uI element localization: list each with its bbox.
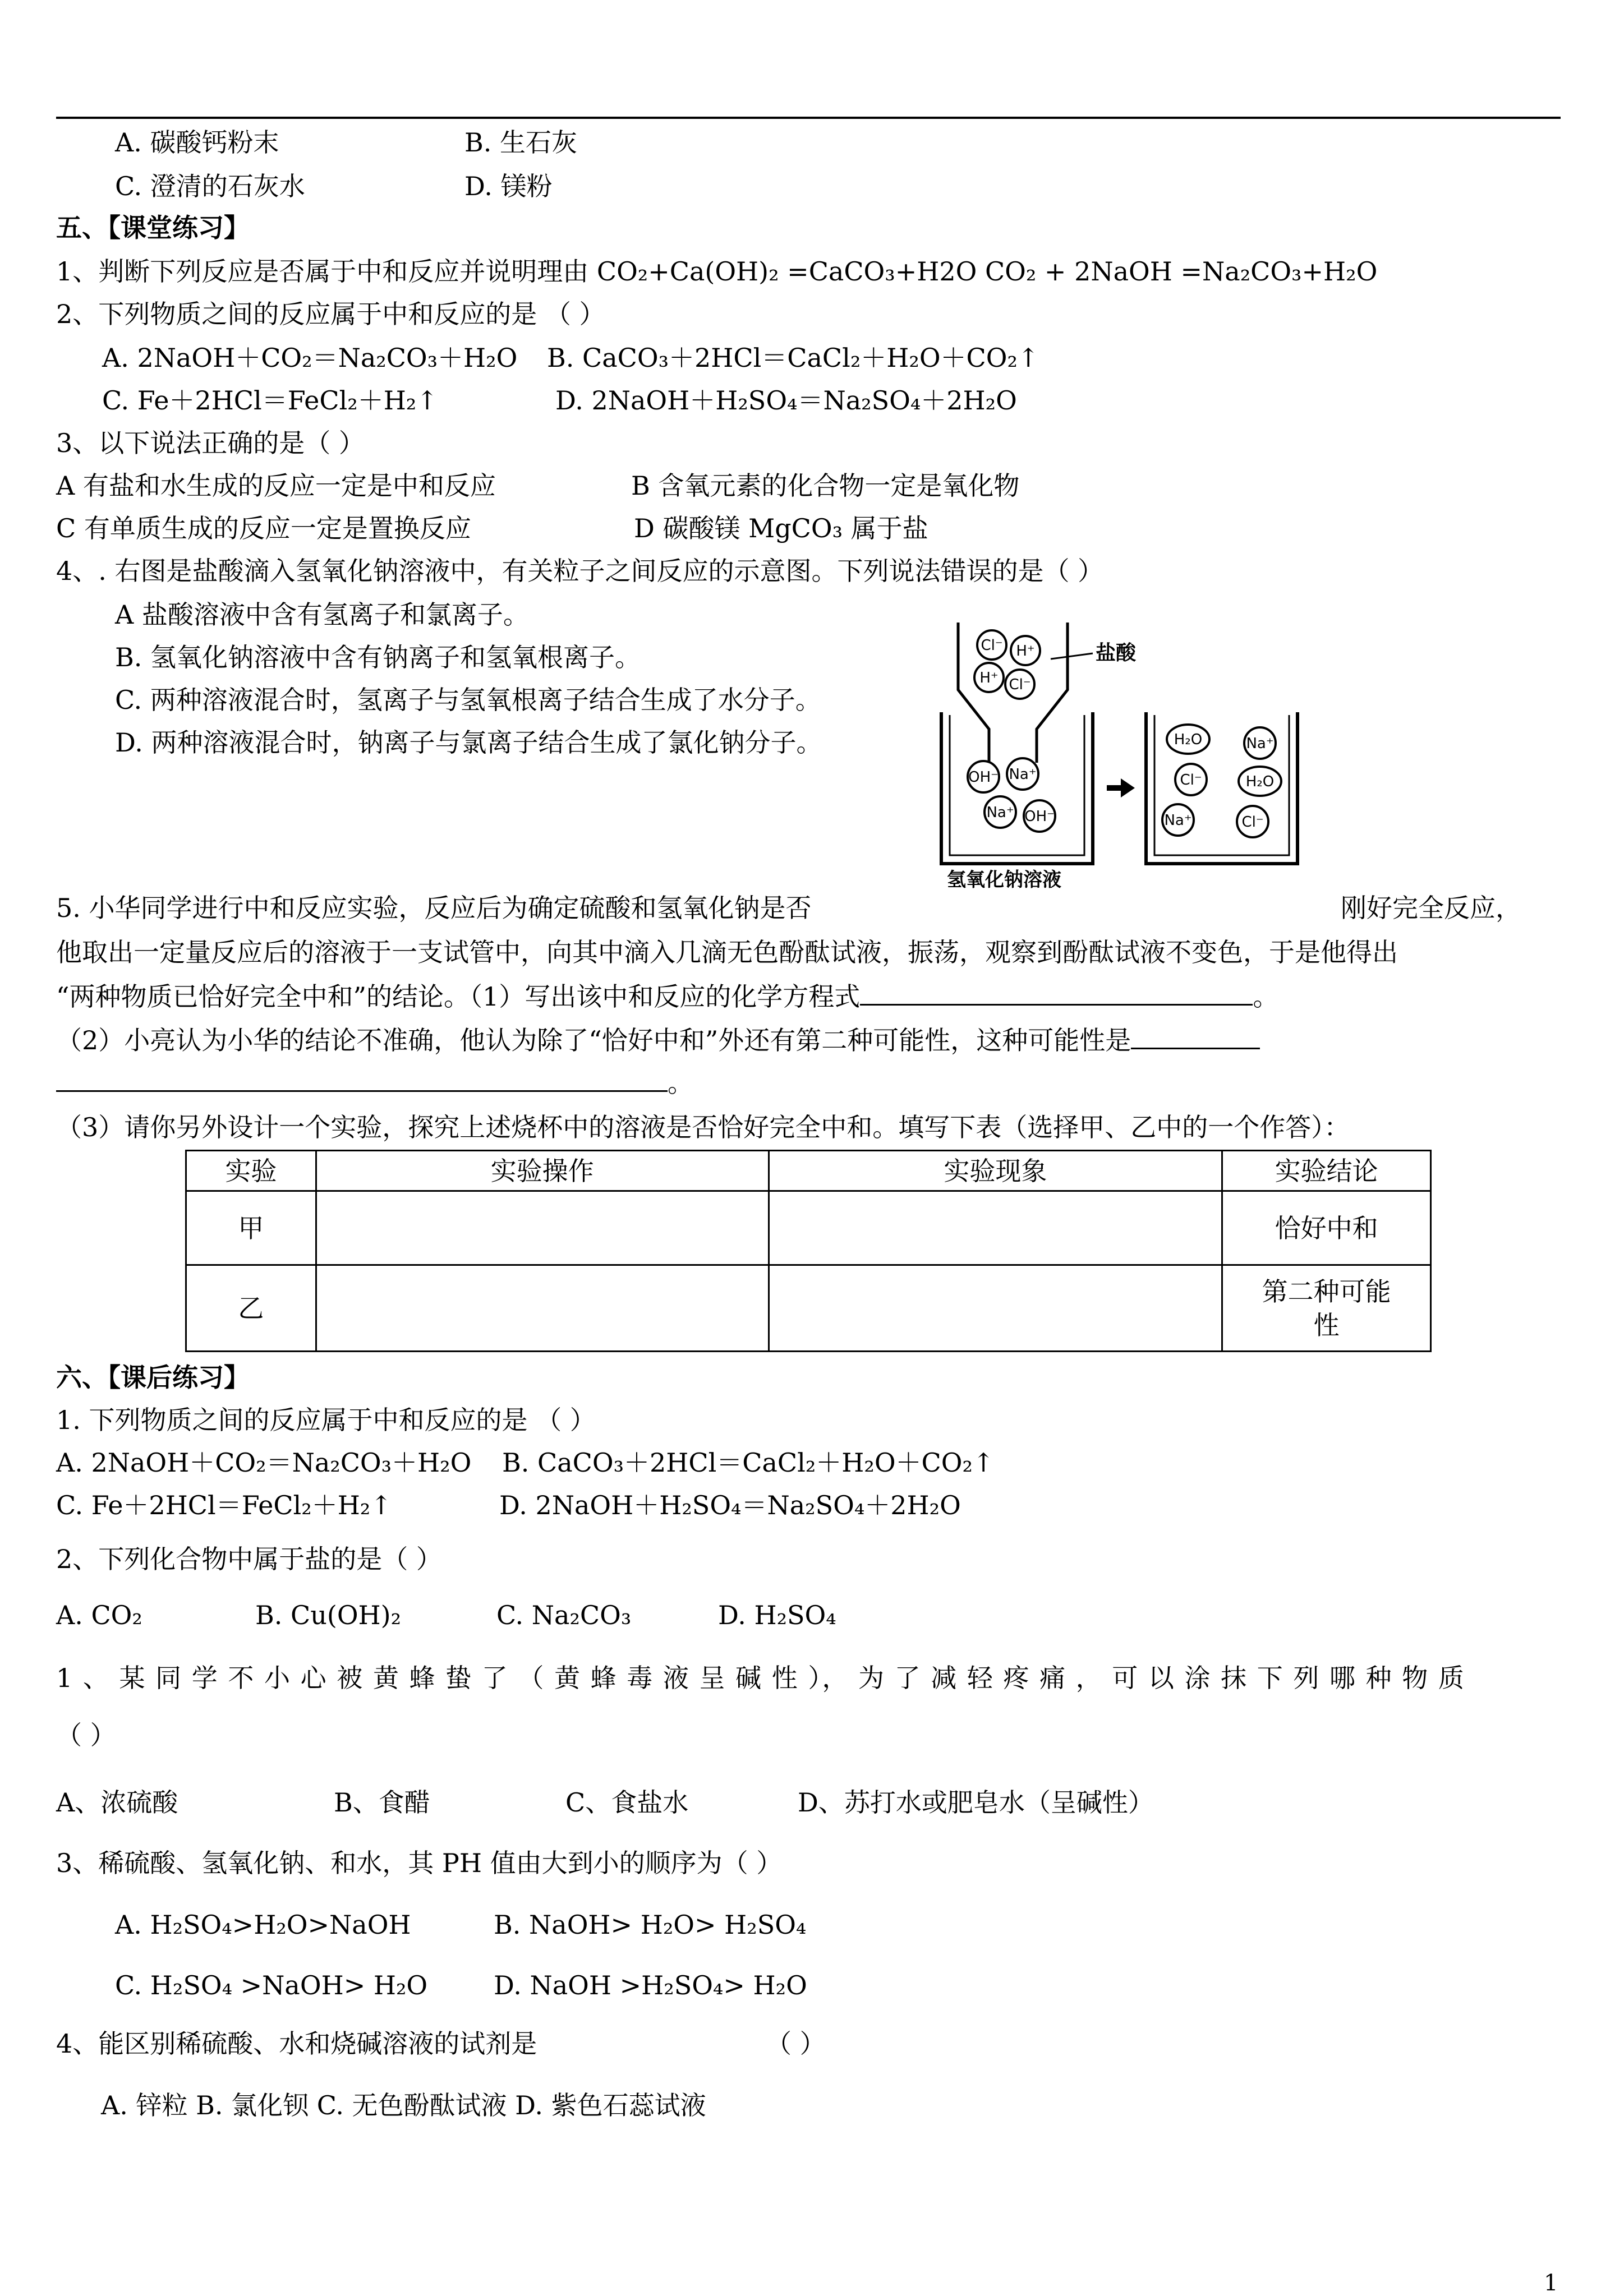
base-label: 氢氧化钠溶液 [947, 869, 1061, 891]
s5-q4-c: C. 两种溶液混合时，氢离子与氢氧根离子结合生成了水分子。 [115, 685, 821, 715]
s6-q2-d: D. H₂SO₄ [718, 1600, 836, 1630]
s6-q2-a: A. CO₂ [56, 1600, 142, 1630]
table-header-row [186, 1151, 1431, 1191]
header-rule [56, 117, 1561, 119]
s5-q3-d: D 碳酸镁 MgCO₃ 属于盐 [634, 513, 928, 543]
table-cell: 第二种可能性 [1222, 1265, 1431, 1352]
table-header: 实验 [186, 1151, 316, 1191]
s6-q1b-paren: （ ） [56, 1720, 116, 1750]
s5-q5-line4-wrap [56, 1022, 1260, 1058]
s6-q1-d: D. 2NaOH＋H₂SO₄＝Na₂SO₄＋2H₂O [499, 1490, 961, 1520]
s5-q3-b: B 含氧元素的化合物一定是氧化物 [631, 471, 1020, 501]
s5-q2-d: D. 2NaOH＋H₂SO₄＝Na₂SO₄＋2H₂O [555, 385, 1017, 416]
funnel-ion-4-label: Cl⁻ [1009, 676, 1031, 693]
table-header: 实验结论 [1222, 1151, 1431, 1191]
table-cell: 恰好中和 [1222, 1191, 1431, 1265]
right-mol-1-label: H₂O [1174, 731, 1203, 748]
s5-q4-a: A 盐酸溶液中含有氢离子和氯离子。 [115, 600, 529, 630]
s5-q5-period2: 。 [668, 1068, 693, 1098]
s6-q4-paren: （ ） [766, 2028, 826, 2059]
s5-q4-d: D. 两种溶液混合时，钠离子与氯离子结合生成了氯化钠分子。 [115, 727, 822, 758]
option-a: A. 碳酸钙粉末 [115, 127, 279, 158]
reaction-diagram [936, 617, 1317, 897]
left-ion-1-label: OH⁻ [968, 769, 999, 786]
option-d: D. 镁粉 [464, 171, 553, 201]
s6-q1b-d: D、苏打水或肥皂水（呈碱性） [798, 1787, 1154, 1818]
possibility-blank-2[interactable] [56, 1064, 668, 1092]
s6-q1b-b: B、食醋 [334, 1787, 430, 1818]
s6-q1-stem: 1. 下列物质之间的反应属于中和反应的是 （ ） [56, 1405, 596, 1435]
table-header: 实验操作 [316, 1151, 769, 1191]
s5-q5-line3-wrap [56, 978, 1278, 1015]
table-row [186, 1265, 1431, 1352]
section6-heading: 六、【课后练习】 [56, 1362, 250, 1393]
s6-q3-d: D. NaOH >H₂SO₄> H₂O [494, 1970, 807, 2000]
right-ion-3-label: Cl⁻ [1180, 772, 1202, 789]
s6-q1b-c: C、食盐水 [565, 1787, 689, 1818]
s5-q5-line6: （3）请你另外设计一个实验，探究上述烧杯中的溶液是否恰好完全中和。填写下表（选择甲、乙中的一个作答）： [56, 1112, 1350, 1142]
s5-q5-line3: “两种物质已恰好完全中和”的结论。（1）写出该中和反应的化学方程式 [56, 981, 861, 1012]
section5-heading: 五、【课堂练习】 [56, 213, 250, 243]
s6-q3-stem: 3、稀硫酸、氢氧化钠、和水，其 PH 值由大到小的顺序为（ ） [56, 1848, 783, 1878]
table-cell: 甲 [186, 1191, 316, 1265]
table-cell-input[interactable] [769, 1265, 1222, 1352]
s6-q3-c: C. H₂SO₄ >NaOH> H₂O [115, 1970, 428, 2000]
table-row [186, 1191, 1431, 1265]
left-ion-4-label: OH⁻ [1024, 808, 1055, 825]
table-cell: 乙 [186, 1265, 316, 1352]
s5-q2-c: C. Fe＋2HCl＝FeCl₂＋H₂↑ [102, 385, 438, 416]
s5-q2-b: B. CaCO₃＋2HCl＝CaCl₂＋H₂O＋CO₂↑ [547, 343, 1039, 373]
left-ion-2-label: Na⁺ [1009, 766, 1037, 783]
s5-q1: 1、判断下列反应是否属于中和反应并说明理由 CO₂+Ca(OH)₂ =CaCO₃+H2O CO₂ + 2NaOH =Na₂CO₃+H₂O [56, 256, 1378, 287]
option-c: C. 澄清的石灰水 [115, 171, 305, 201]
s6-q1-a: A. 2NaOH＋CO₂＝Na₂CO₃＋H₂O [56, 1447, 472, 1478]
s5-q2-a: A. 2NaOH＋CO₂＝Na₂CO₃＋H₂O [102, 343, 518, 373]
s6-q2-c: C. Na₂CO₃ [496, 1600, 632, 1630]
s6-q1-c: C. Fe＋2HCl＝FeCl₂＋H₂↑ [56, 1490, 392, 1520]
funnel-ion-2-label: H⁺ [1016, 643, 1035, 660]
right-ion-5-label: Na⁺ [1164, 812, 1192, 829]
s5-q5-period1: 。 [1253, 981, 1279, 1012]
acid-label: 盐酸 [1096, 642, 1137, 665]
right-ion-6-label: Cl⁻ [1241, 814, 1264, 831]
s6-q2-stem: 2、下列化合物中属于盐的是（ ） [56, 1544, 442, 1574]
s6-q2-b: B. Cu(OH)₂ [255, 1600, 402, 1630]
option-b: B. 生石灰 [464, 127, 578, 158]
s6-q4-stem: 4、能区别稀硫酸、水和烧碱溶液的试剂是 [56, 2028, 537, 2059]
s6-q4-options: A. 锌粒 B. 氯化钡 C. 无色酚酞试液 D. 紫色石蕊试液 [101, 2090, 706, 2120]
experiment-table [185, 1150, 1432, 1352]
s6-q1b-a: A、浓硫酸 [56, 1787, 178, 1818]
s6-q1-b: B. CaCO₃＋2HCl＝CaCl₂＋H₂O＋CO₂↑ [502, 1447, 995, 1478]
s5-q5-line5-wrap [56, 1064, 693, 1101]
s5-q4-b: B. 氢氧化钠溶液中含有钠离子和氢氧根离子。 [115, 642, 641, 672]
right-ion-2-label: Na⁺ [1246, 735, 1274, 752]
possibility-blank[interactable] [1131, 1022, 1260, 1049]
s5-q3-c: C 有单质生成的反应一定是置换反应 [56, 513, 471, 543]
s5-q4-stem: 4、. 右图是盐酸滴入氢氧化钠溶液中，有关粒子之间反应的示意图。下列说法错误的是（ ） [56, 556, 1104, 586]
table-cell-input[interactable] [316, 1191, 769, 1265]
right-mol-4-label: H₂O [1245, 773, 1275, 790]
left-ion-3-label: Na⁺ [986, 804, 1014, 821]
page-number: 1 [1544, 2270, 1558, 2296]
arrow-icon [1107, 778, 1135, 797]
s5-q5-line1-end: 刚好完全反应， [1341, 893, 1521, 923]
s6-q3-b: B. NaOH> H₂O> H₂SO₄ [494, 1910, 807, 1940]
s6-q1b-stem: 1 、 某 同 学 不 小 心 被 黄 蜂 蛰 了 （ 黄 蜂 毒 液 呈 碱 性 ）， 为 了 减 轻 疼 痛 ， 可 以 涂 抹 下 列 哪 种 物 质 [56, 1663, 1465, 1693]
acid-pointer [1051, 653, 1093, 659]
table-header: 实验现象 [769, 1151, 1222, 1191]
s5-q5-line2: 他取出一定量反应后的溶液于一支试管中，向其中滴入几滴无色酚酞试液，振荡，观察到酚酞试液不变色，于是他得出 [56, 937, 1398, 967]
s5-q5-line1: 5. 小华同学进行中和反应实验，反应后为确定硫酸和氢氧化钠是否 [56, 893, 812, 923]
table-cell-input[interactable] [316, 1265, 769, 1352]
s5-q3-a: A 有盐和水生成的反应一定是中和反应 [56, 471, 496, 501]
table-cell-input[interactable] [769, 1191, 1222, 1265]
funnel-ion-1-label: Cl⁻ [981, 637, 1003, 654]
s5-q5-line4: （2）小亮认为小华的结论不准确，他认为除了“恰好中和”外还有第二种可能性，这种可能性是 [56, 1025, 1131, 1055]
s5-q3-stem: 3、以下说法正确的是（ ） [56, 428, 365, 458]
s5-q2-stem: 2、下列物质之间的反应属于中和反应的是 （ ） [56, 299, 605, 329]
funnel-right-wall [1037, 623, 1068, 763]
equation-blank[interactable] [860, 978, 1253, 1006]
funnel-ion-3-label: H⁺ [979, 670, 999, 686]
s6-q3-a: A. H₂SO₄>H₂O>NaOH [115, 1910, 411, 1940]
